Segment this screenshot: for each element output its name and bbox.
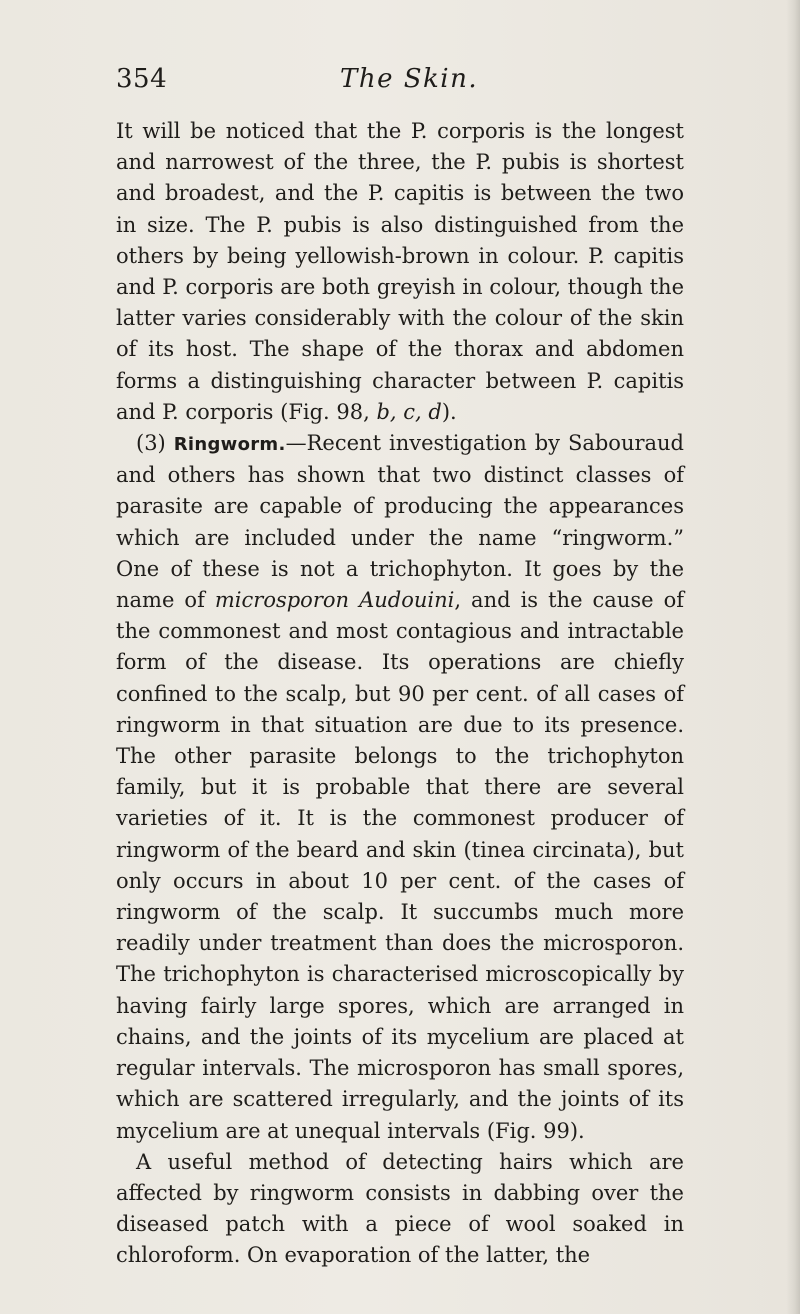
- section-number: (3): [136, 431, 174, 456]
- figure-letters: b, c, d: [376, 399, 442, 424]
- paragraph-2: [116, 428, 684, 1147]
- page-header: [116, 64, 684, 104]
- species-name: microsporon Audouini: [214, 588, 455, 613]
- page-number: 354: [116, 64, 168, 94]
- section-heading-ringworm: Ringworm.: [173, 434, 286, 456]
- paragraph-2-text-a: —Recent investigation by Sabouraud and others has shown that two distinct classes of parasite are capable of producing the appearances which are included under the name “ringworm.” One of these is not a trichophyton. It goes by the name of: [116, 431, 684, 613]
- paragraph-2-text-b: , and is the cause of the commonest and most contagious and intractable form of the disease. Its operations are chiefly confined to the scalp, but 90 per cent. of all cases of ringworm in that situation are due to its presence. The other parasite belongs to the trichophyton family, but it is probable that there are several varieties of it. It is the commonest producer of ringworm of the beard and skin (tinea circinata), but only occurs in about 10 per cent. of the cases of ringworm of the scalp. It succumbs much more readily under treatment than does the microsporon. The trichophyton is characterised microscopically by having fairly large spores, which are arranged in chains, and the joints of its mycelium are placed at regular intervals. The microsporon has small spores, which are scattered irregularly, and the joints of its mycelium are at unequal intervals (Fig. 99).: [116, 588, 685, 1143]
- page-edge-shadow: [786, 0, 800, 1314]
- paragraph-3: [116, 1147, 684, 1272]
- body-text: [116, 116, 684, 1272]
- paragraph-1-end: ).: [441, 399, 457, 424]
- running-head: The Skin.: [340, 64, 479, 94]
- paragraph-3-text: A useful method of detecting hairs which are affected by ringworm consists in dabbing over the diseased patch with a piece of wool soaked in chloroform. On evaporation of the latter, the: [116, 1149, 684, 1268]
- paragraph-1-text: It will be noticed that the P. corporis is the longest and narrowest of the three, the P. pubis is shortest and broadest, and the P. capitis is between the two in size. The P. pubis is also distinguished from the others by being yellowish-brown in colour. P. capitis and P. corporis are both greyish in colour, though the latter varies considerably with the colour of the skin of its host. The shape of the thorax and abdomen forms a distinguishing character between P. capitis and P. corporis (Fig. 98,: [116, 119, 684, 424]
- paragraph-1: [116, 116, 684, 428]
